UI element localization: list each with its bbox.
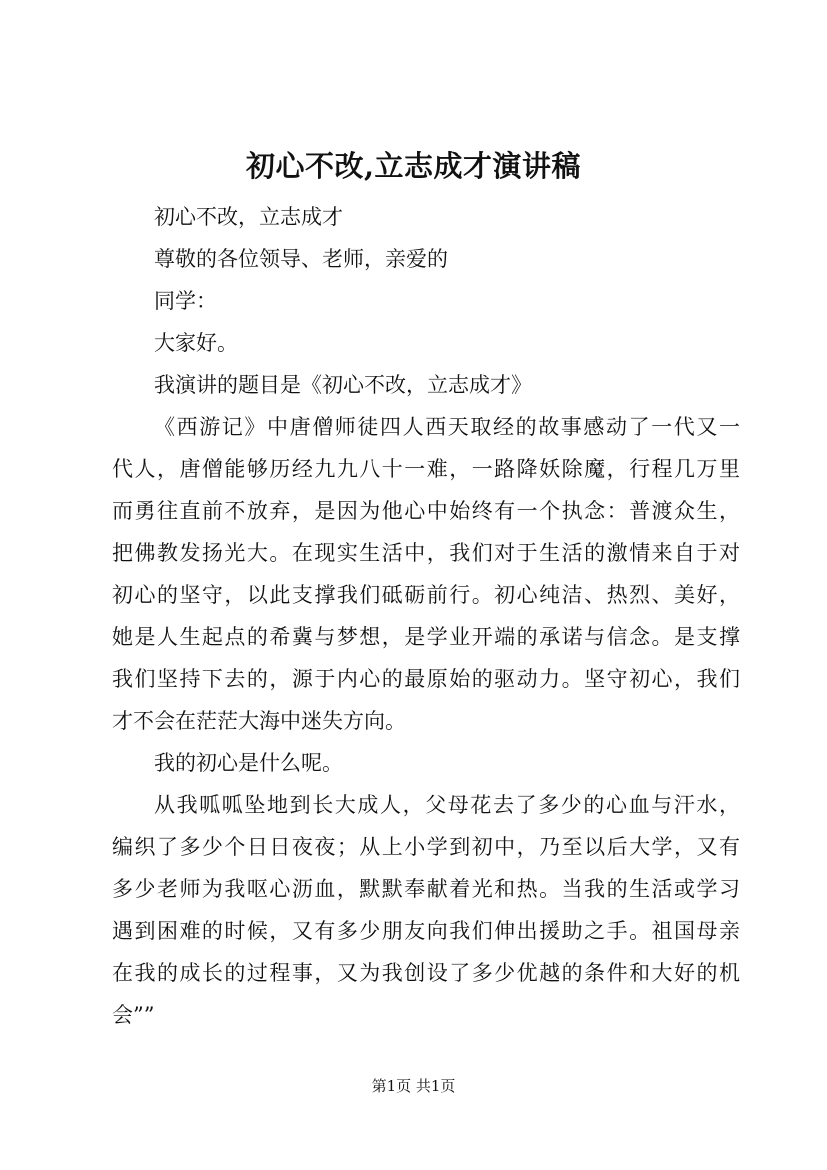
paragraph-line: 会”” [112, 1003, 155, 1027]
paragraph-line: 《西游记》中唐僧师徒四人西天取经的故事感动了一代又一 [154, 415, 740, 439]
paragraph-line: 在我的成长的过程事，又为我创设了多少优越的条件和大好的机 [112, 961, 740, 985]
paragraph-line: 初心的坚守，以此支撑我们砥砺前行。初心纯洁、热烈、美好， [112, 583, 740, 607]
document-title: 初心不改,立志成才演讲稿 [245, 149, 582, 183]
paragraph-line: 从我呱呱坠地到长大成人，父母花去了多少的心血与汗水， [154, 793, 740, 817]
subtitle-line: 初心不改，立志成才 [154, 205, 343, 229]
page-number-footer: 第1页 共1页 [371, 1077, 456, 1095]
salutation-line: 同学： [154, 289, 217, 313]
paragraph-line: 我们坚持下去的，源于内心的最原始的驱动力。坚守初心，我们 [112, 667, 740, 691]
paragraph-line: 代人，唐僧能够历经九九八十一难，一路降妖除魔，行程几万里 [112, 457, 740, 481]
paragraph-line: 遇到困难的时候，又有多少朋友向我们伸出援助之手。祖国母亲 [112, 919, 740, 943]
paragraph-line: 把佛教发扬光大。在现实生活中，我们对于生活的激情来自于对 [112, 541, 740, 565]
paragraph-line: 编织了多少个日日夜夜；从上小学到初中，乃至以后大学，又有 [112, 835, 740, 859]
question-line: 我的初心是什么呢。 [154, 751, 343, 775]
document-body [112, 196, 740, 1036]
topic-line: 我演讲的题目是《初心不改，立志成才》 [154, 373, 532, 397]
paragraph-line: 才不会在茫茫大海中迷失方向。 [112, 709, 406, 733]
paragraph-line: 她是人生起点的希冀与梦想，是学业开端的承诺与信念。是支撑 [112, 625, 740, 649]
paragraph-line: 多少老师为我呕心沥血，默默奉献着光和热。当我的生活或学习 [112, 877, 740, 901]
salutation-line: 尊敬的各位领导、老师，亲爱的 [154, 247, 448, 271]
paragraph-line: 而勇往直前不放弃，是因为他心中始终有一个执念：普渡众生， [112, 499, 740, 523]
greeting-line: 大家好。 [154, 331, 238, 355]
